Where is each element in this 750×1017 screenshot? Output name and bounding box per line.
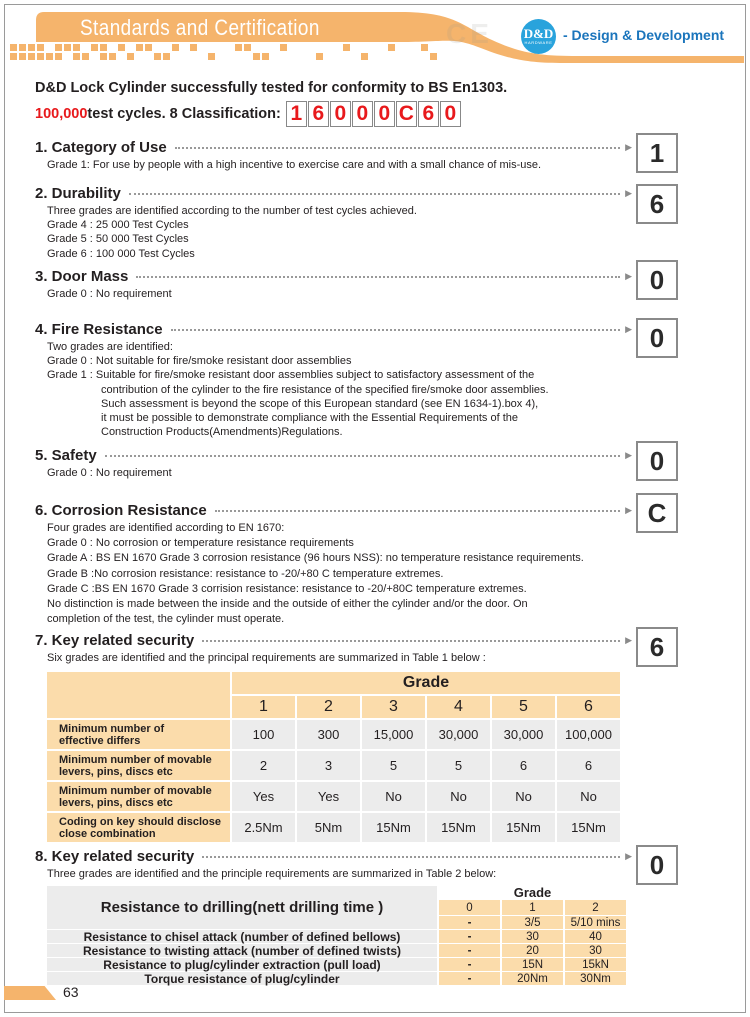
table1-grade-header: Grade bbox=[232, 672, 620, 694]
table1-grade-col: 4 bbox=[427, 696, 490, 718]
mosaic-square bbox=[361, 53, 368, 60]
leader-arrow-icon: ▶ bbox=[625, 850, 632, 861]
label-line: Coding on key should disclose bbox=[59, 815, 221, 828]
intro-line2 bbox=[35, 100, 461, 128]
mosaic-square bbox=[28, 53, 35, 60]
grade-box-door-mass: 0 bbox=[636, 260, 678, 300]
body-line: Grade C :BS EN 1670 Grade 3 corrision resistance: resistance to -20/+80C temperature extremes. bbox=[47, 582, 527, 595]
label-line: Minimum number of movable bbox=[59, 784, 212, 797]
table2-cell: 3/5 bbox=[502, 916, 563, 929]
logo-subtext: HARDWARE bbox=[524, 40, 553, 45]
grade-box-safety: 0 bbox=[636, 441, 678, 481]
mosaic-square bbox=[100, 44, 107, 51]
mosaic-square bbox=[37, 53, 44, 60]
section-body bbox=[35, 340, 632, 439]
leader-arrow-icon: ▶ bbox=[625, 504, 632, 515]
mosaic-square bbox=[244, 44, 251, 51]
label-line: levers, pins, discs etc bbox=[59, 765, 173, 778]
body-line: Grade B :No corrosion resistance: resistance to -20/+80 C temperature extremes. bbox=[47, 567, 444, 580]
section-title: 5. Safety bbox=[35, 446, 97, 464]
table1-grade-col: 3 bbox=[362, 696, 425, 718]
classification-label: test cycles. 8 Classification: bbox=[87, 106, 281, 122]
table2-row-label: Resistance to twisting attack (number of defined twists) bbox=[47, 944, 437, 957]
classification-digit: 6 bbox=[308, 101, 329, 127]
classification-digit: 0 bbox=[330, 101, 351, 127]
section-heading bbox=[35, 446, 632, 464]
section-heading bbox=[35, 267, 632, 285]
section-key-related-security-1 bbox=[35, 631, 632, 665]
table1-cell: 5 bbox=[362, 751, 425, 780]
body-line: Four grades are identified according to EN 1670: bbox=[47, 522, 285, 534]
table1-cell: 15Nm bbox=[557, 813, 620, 842]
mosaic-square bbox=[430, 53, 437, 60]
label-line: close combination bbox=[59, 827, 156, 840]
section-category-of-use bbox=[35, 138, 632, 172]
body-line: Grade 4 : 25 000 Test Cycles bbox=[47, 219, 189, 232]
table2-row-label: Resistance to plug/cylinder extraction (pull load) bbox=[47, 958, 437, 971]
section-title: 8. Key related security bbox=[35, 847, 195, 865]
classification-digit: 0 bbox=[352, 101, 373, 127]
table2-cell: - bbox=[439, 958, 500, 971]
mosaic-square bbox=[208, 53, 215, 60]
table2-row-label: Resistance to chisel attack (number of defined bellows) bbox=[47, 930, 437, 943]
mosaic-square bbox=[55, 44, 62, 51]
table1-cell: No bbox=[557, 782, 620, 811]
table2-grade-header: Grade bbox=[439, 886, 626, 899]
section-title: 6. Corrosion Resistance bbox=[35, 501, 207, 519]
body-line: Grade 1 : Suitable for fire/smoke resistant door assemblies subject to satisfactory assessment of the bbox=[47, 369, 535, 382]
mosaic-square bbox=[190, 44, 197, 51]
table1-cell: 300 bbox=[297, 720, 360, 749]
leader-arrow-icon: ▶ bbox=[625, 141, 632, 152]
table2-row-label: Torque resistance of plug/cylinder bbox=[47, 972, 437, 985]
mosaic-square bbox=[46, 53, 53, 60]
mosaic-square bbox=[82, 53, 89, 60]
section-title: 2. Durability bbox=[35, 184, 121, 202]
body-line: completion of the test, the cylinder must operate. bbox=[47, 613, 285, 626]
section-durability bbox=[35, 184, 632, 261]
table2-cell: - bbox=[439, 944, 500, 957]
section-body bbox=[35, 521, 632, 627]
table1-grade-col: 6 bbox=[557, 696, 620, 718]
mosaic-square bbox=[100, 53, 107, 60]
section-title: 4. Fire Resistance bbox=[35, 320, 163, 338]
mosaic-square bbox=[172, 44, 179, 51]
mosaic-square bbox=[10, 53, 17, 60]
table1-cell: Yes bbox=[232, 782, 295, 811]
ce-watermark: CE bbox=[446, 18, 493, 49]
classification-digit: 0 bbox=[440, 101, 461, 127]
body-line: Three grades are identified according to the number of test cycles achieved. bbox=[47, 205, 417, 217]
label-line: effective differs bbox=[59, 734, 141, 747]
mosaic-square bbox=[145, 44, 152, 51]
dotted-leader bbox=[202, 640, 620, 642]
section-heading bbox=[35, 138, 632, 156]
classification-digit: C bbox=[396, 101, 417, 127]
mosaic-square bbox=[64, 44, 71, 51]
label-line: levers, pins, discs etc bbox=[59, 796, 173, 809]
body-line: Construction Products(Amendments)Regulations. bbox=[101, 426, 343, 439]
body-line: Two grades are identified: bbox=[47, 341, 173, 353]
body-line: Grade 1: For use by people with a high incentive to exercise care and with a small chance of mis-use. bbox=[47, 159, 542, 171]
table2-grade-col: 0 bbox=[439, 900, 500, 915]
body-line: Six grades are identified and the principal requirements are summarized in Table 1 below : bbox=[47, 652, 486, 664]
table1-cell: No bbox=[492, 782, 555, 811]
body-line: Such assessment is beyond the scope of this European standard (see EN 1634-1).box 4), bbox=[101, 397, 539, 410]
body-line: Grade 0 : No corrosion or temperature resistance requirements bbox=[47, 537, 354, 550]
mosaic-square bbox=[19, 53, 26, 60]
table1-cell: 15,000 bbox=[362, 720, 425, 749]
page-number-shape bbox=[4, 986, 56, 1000]
dotted-leader bbox=[215, 510, 620, 512]
table1-cell: 5 bbox=[427, 751, 490, 780]
mosaic-square bbox=[19, 44, 26, 51]
mosaic-square bbox=[262, 53, 269, 60]
table1-cell: 2.5Nm bbox=[232, 813, 295, 842]
table2-cell: 20Nm bbox=[502, 972, 563, 985]
section-title: 3. Door Mass bbox=[35, 267, 129, 285]
mosaic-square bbox=[127, 53, 134, 60]
table1-grade-col: 5 bbox=[492, 696, 555, 718]
section-body bbox=[35, 204, 632, 261]
table2-main-label: Resistance to drilling(nett drilling time ) bbox=[47, 886, 437, 929]
section-body bbox=[35, 287, 632, 301]
table1-cell: 15Nm bbox=[427, 813, 490, 842]
section-body bbox=[35, 158, 632, 172]
table2-cell: - bbox=[439, 916, 500, 929]
grade-box-durability: 6 bbox=[636, 184, 678, 224]
table1-cell: 30,000 bbox=[492, 720, 555, 749]
mosaic-square bbox=[73, 44, 80, 51]
table1-grade-col: 2 bbox=[297, 696, 360, 718]
table1-row-label bbox=[47, 782, 230, 811]
mosaic-square bbox=[91, 44, 98, 51]
table1-cell: No bbox=[427, 782, 490, 811]
table2-cell: 15kN bbox=[565, 958, 626, 971]
brand-suffix: - Design & Development bbox=[563, 27, 725, 43]
classification-digit: 6 bbox=[418, 101, 439, 127]
mosaic-square bbox=[28, 44, 35, 51]
section-title: 1. Category of Use bbox=[35, 138, 167, 156]
section-body bbox=[35, 466, 632, 480]
mosaic-square bbox=[163, 53, 170, 60]
table1-cell: 30,000 bbox=[427, 720, 490, 749]
table1-cell: Yes bbox=[297, 782, 360, 811]
dotted-leader bbox=[175, 147, 620, 149]
table2-cell: - bbox=[439, 930, 500, 943]
section-heading bbox=[35, 184, 632, 202]
mosaic-square bbox=[55, 53, 62, 60]
section-heading bbox=[35, 631, 632, 649]
body-line: it must be possible to demonstrate compliance with the Essential Requirements of the bbox=[101, 412, 518, 425]
grade-box-category: 1 bbox=[636, 133, 678, 173]
grade-box-corrosion: C bbox=[636, 493, 678, 533]
table2-cell: 30 bbox=[502, 930, 563, 943]
section-body bbox=[35, 867, 632, 881]
table-2-key-related-security bbox=[47, 886, 626, 985]
section-fire-resistance bbox=[35, 320, 632, 439]
leader-arrow-icon: ▶ bbox=[625, 187, 632, 198]
table2-cell: 15N bbox=[502, 958, 563, 971]
mosaic-square bbox=[154, 53, 161, 60]
mosaic-square bbox=[37, 44, 44, 51]
table2-cell: 5/10 mins bbox=[565, 916, 626, 929]
body-line: Grade 6 : 100 000 Test Cycles bbox=[47, 247, 195, 260]
mosaic-square bbox=[343, 44, 350, 51]
table2-cell: 30Nm bbox=[565, 972, 626, 985]
label-line: Minimum number of bbox=[59, 722, 165, 735]
table1-corner-cell bbox=[47, 672, 230, 718]
body-line: Grade 0 : Not suitable for fire/smoke resistant door assemblies bbox=[47, 355, 352, 368]
mosaic-square bbox=[118, 44, 125, 51]
page-number: 63 bbox=[63, 984, 79, 1000]
classification-digit: 0 bbox=[374, 101, 395, 127]
table1-row-label bbox=[47, 720, 230, 749]
table2-cell: 20 bbox=[502, 944, 563, 957]
table2-cell: - bbox=[439, 972, 500, 985]
body-line: Grade 0 : No requirement bbox=[47, 467, 172, 479]
table1-row-label bbox=[47, 813, 230, 842]
section-heading bbox=[35, 847, 632, 865]
table2-cell: 30 bbox=[565, 944, 626, 957]
grade-box-key-security-2: 0 bbox=[636, 845, 678, 885]
section-safety bbox=[35, 446, 632, 480]
section-body bbox=[35, 651, 632, 665]
table1-cell: 2 bbox=[232, 751, 295, 780]
intro-line1: D&D Lock Cylinder successfully tested for conformity to BS En1303. bbox=[35, 80, 508, 96]
table2-grade-col: 2 bbox=[565, 900, 626, 915]
table-1-key-related-security bbox=[47, 672, 620, 842]
body-line: Grade 5 : 50 000 Test Cycles bbox=[47, 233, 189, 246]
table1-row-label bbox=[47, 751, 230, 780]
mosaic-square bbox=[235, 44, 242, 51]
table1-cell: 15Nm bbox=[492, 813, 555, 842]
dotted-leader bbox=[105, 455, 620, 457]
section-key-related-security-2 bbox=[35, 847, 632, 881]
table2-grade-col: 1 bbox=[502, 900, 563, 915]
classification-code bbox=[286, 101, 461, 127]
grade-box-key-security-1: 6 bbox=[636, 627, 678, 667]
section-door-mass bbox=[35, 267, 632, 301]
mosaic-square bbox=[10, 44, 17, 51]
section-title: 7. Key related security bbox=[35, 631, 195, 649]
leader-arrow-icon: ▶ bbox=[625, 449, 632, 460]
section-heading bbox=[35, 320, 632, 338]
table1-cell: 6 bbox=[492, 751, 555, 780]
body-line: No distinction is made between the inside and the outside of either the cylinder and/or the door. On bbox=[47, 598, 528, 611]
table2-cell: 40 bbox=[565, 930, 626, 943]
test-cycles-count: 100,000 bbox=[35, 106, 88, 122]
mosaic-square bbox=[73, 53, 80, 60]
dotted-leader bbox=[136, 276, 620, 278]
page-title: Standards and Certification bbox=[80, 15, 320, 40]
dd-hardware-logo-icon bbox=[521, 19, 556, 54]
body-line: Three grades are identified and the principle requirements are summarized in Table 2 below: bbox=[47, 868, 497, 880]
section-corrosion-resistance bbox=[35, 501, 632, 627]
table1-grade-col: 1 bbox=[232, 696, 295, 718]
mosaic-square bbox=[388, 44, 395, 51]
table1-cell: No bbox=[362, 782, 425, 811]
leader-arrow-icon: ▶ bbox=[625, 634, 632, 645]
leader-arrow-icon: ▶ bbox=[625, 270, 632, 281]
body-line: contribution of the cylinder to the fire resistance of the specified fire/smoke door assemblies. bbox=[101, 383, 549, 396]
section-heading bbox=[35, 501, 632, 519]
mosaic-square bbox=[253, 53, 260, 60]
leader-arrow-icon: ▶ bbox=[625, 323, 632, 334]
body-line: Grade A : BS EN 1670 Grade 3 corrosion resistance (96 hours NSS): no temperature resistance requirements. bbox=[47, 552, 584, 565]
label-line: Minimum number of movable bbox=[59, 753, 212, 766]
dotted-leader bbox=[202, 856, 620, 858]
dotted-leader bbox=[171, 329, 621, 331]
table1-cell: 3 bbox=[297, 751, 360, 780]
logo-text: D&D bbox=[523, 26, 554, 41]
grade-box-fire-resistance: 0 bbox=[636, 318, 678, 358]
body-line: Grade 0 : No requirement bbox=[47, 288, 172, 300]
table1-cell: 15Nm bbox=[362, 813, 425, 842]
table1-cell: 6 bbox=[557, 751, 620, 780]
mosaic-square bbox=[280, 44, 287, 51]
mosaic-square bbox=[109, 53, 116, 60]
table1-cell: 5Nm bbox=[297, 813, 360, 842]
mosaic-square bbox=[421, 44, 428, 51]
table1-cell: 100 bbox=[232, 720, 295, 749]
mosaic-pattern bbox=[10, 44, 460, 62]
mosaic-square bbox=[136, 44, 143, 51]
table1-cell: 100,000 bbox=[557, 720, 620, 749]
dotted-leader bbox=[129, 193, 620, 195]
classification-digit: 1 bbox=[286, 101, 307, 127]
mosaic-square bbox=[316, 53, 323, 60]
